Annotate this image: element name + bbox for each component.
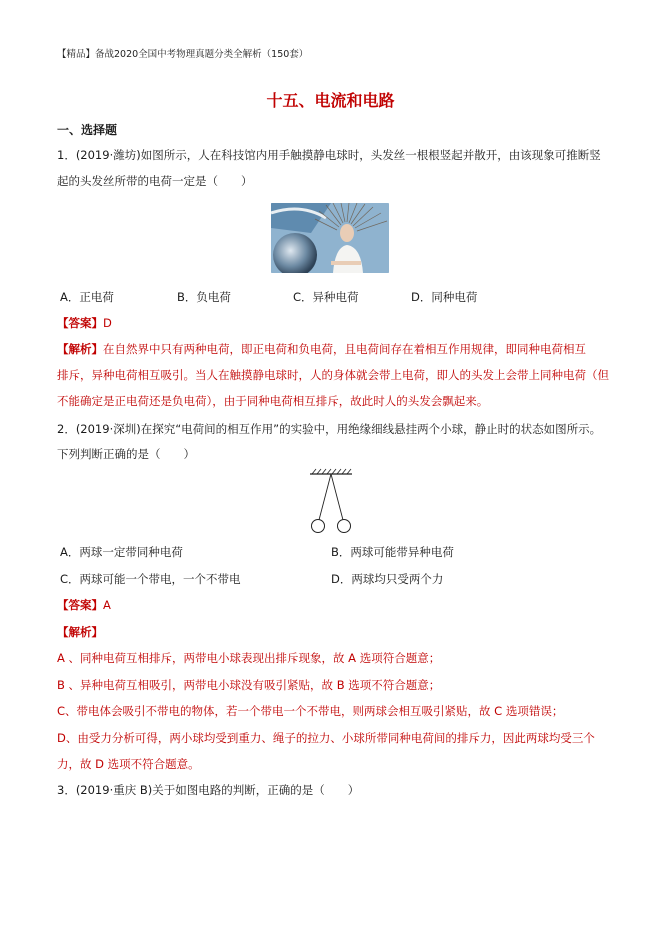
q2-pendulum-diagram — [300, 466, 362, 538]
ceiling-hatch — [312, 469, 351, 474]
q2-option-a: A．两球一定带同种电荷 — [60, 545, 183, 559]
q1-answer-label: 【答案】 — [57, 316, 103, 330]
q2-analysis-heading — [57, 619, 617, 646]
q2-answer-value: A — [103, 598, 111, 612]
q1-analysis-text1: 在自然界中只有两种电荷，即正电荷和负电荷，且电荷间存在着相互作用规律，即同种电荷相互 — [103, 342, 586, 356]
q1-option-c: C．异种电荷 — [293, 290, 359, 304]
q2-analysis-b: B 、异种电荷互相吸引，两带电小球没有吸引紧贴，故 B 选项不符合题意； — [57, 678, 441, 692]
section-title: 一、选择题 — [57, 123, 118, 137]
q1-option-a: A．正电荷 — [60, 290, 114, 304]
left-ball — [312, 520, 325, 533]
q1-option-d: D．同种电荷 — [411, 290, 478, 304]
q2-stem-line1: 2．(2019·深圳)在探究“电荷间的相互作用”的实验中，用绝缘细线悬挂两个小球，静止时的状态如图所示。 — [57, 422, 602, 436]
q2-analysis-d-line2: 力，故 D 选项不符合题意。 — [57, 757, 200, 771]
q2-analysis-d-line1: D、由受力分析可得，两小球均受到重力、绳子的拉力、小球所带同种电荷间的排斥力，因此两球均受三个 — [57, 731, 595, 745]
q2-stem-line2: 下列判断正确的是（ ） — [57, 447, 195, 461]
q2-analysis-c: C、带电体会吸引不带电的物体，若一个带电一个不带电，则两球会相互吸引紧贴，故 C 选项错误； — [57, 704, 564, 718]
q1-stem-line2: 起的头发丝所带的电荷一定是（ ） — [57, 174, 253, 188]
q1-analysis-line3: 不能确定是正电荷还是负电荷），由于同种电荷相互排斥，故此时人的头发会飘起来。 — [57, 394, 489, 408]
q2-analysis-label: 【解析】 — [57, 625, 103, 639]
q1-analysis-line2: 排斥，异种电荷相互吸引。当人在触摸静电球时，人的身体就会带上电荷，即人的头发上会带上同种电荷（但 — [57, 368, 609, 382]
q2-option-c: C．两球可能一个带电，一个不带电 — [60, 572, 241, 586]
q1-static-ball-photo — [271, 203, 389, 273]
q2-option-b: B．两球可能带异种电荷 — [331, 545, 454, 559]
q1-answer-value: D — [103, 316, 112, 330]
q3-stem-line1: 3．(2019·重庆 B)关于如图电路的判断，正确的是（ ） — [57, 783, 360, 797]
q1-answer — [57, 310, 617, 337]
q2-answer — [57, 592, 617, 619]
q2-option-d: D．两球均只受两个力 — [331, 572, 444, 586]
left-thread — [319, 474, 331, 520]
right-ball — [338, 520, 351, 533]
q1-analysis-label: 【解析】 — [57, 342, 103, 356]
page-header: 【精品】备战2020全国中考物理真题分类全解析（150套） — [57, 49, 309, 60]
photo-illustration — [271, 203, 389, 273]
q2-answer-label: 【答案】 — [57, 598, 103, 612]
document-title: 十五、电流和电路 — [266, 91, 395, 110]
right-thread — [331, 474, 343, 520]
q2-analysis-a: A 、同种电荷互相排斥，两带电小球表现出排斥现象，故 A 选项符合题意； — [57, 651, 441, 665]
q1-option-b: B．负电荷 — [177, 290, 231, 304]
q1-analysis-line1 — [57, 336, 617, 363]
q1-stem-line1: 1．(2019·潍坊)如图所示，人在科技馆内用手触摸静电球时，头发丝一根根竖起并散开，由该现象可推断竖 — [57, 148, 601, 162]
